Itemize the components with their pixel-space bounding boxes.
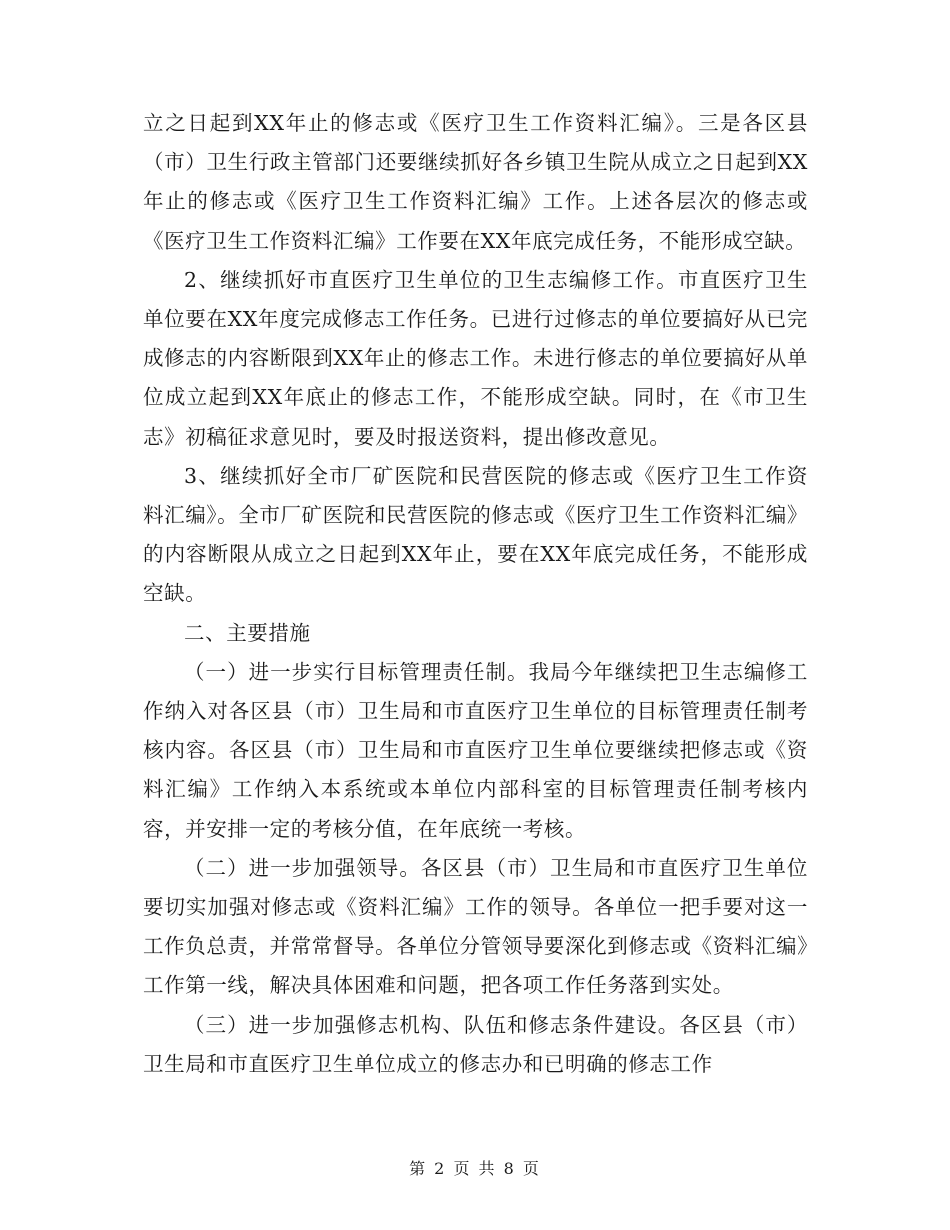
paragraph-continuation: 立之日起到XX年止的修志或《医疗卫生工作资料汇编》。三是各区县（市）卫生行政主管部门还要继续抓好各乡镇卫生院从成立之日起到XX年止的修志或《医疗卫生工作资料汇编》工作。上述各层次的修志或《医疗卫生工作资料汇编》工作要在XX年底完成任务，不能形成空缺。: [143, 111, 808, 253]
document-body: [143, 104, 808, 1084]
page-number-footer: 第 2 页 共 8 页: [409, 1159, 541, 1178]
section-heading-measures: 二、主要措施: [184, 620, 311, 645]
paragraph-item-2: 2、继续抓好市直医疗卫生单位的卫生志编修工作。市直医疗卫生单位要在XX年度完成修志工作任务。已进行过修志的单位要搞好从已完成修志的内容断限到XX年止的修志工作。未进行修志的单位要搞好从单位成立起到XX年底止的修志工作，不能形成空缺。同时，在《市卫生志》初稿征求意见时，要及时报送资料，提出修改意见。: [143, 267, 808, 449]
paragraph-measure-1: （一）进一步实行目标管理责任制。我局今年继续把卫生志编修工作纳入对各区县（市）卫生局和市直医疗卫生单位的目标管理责任制考核内容。各区县（市）卫生局和市直医疗卫生单位要继续把修志或《资料汇编》工作纳入本系统或本单位内部科室的目标管理责任制考核内容，并安排一定的考核分值，在年底统一考核。: [143, 659, 808, 841]
paragraph-measure-2: （二）进一步加强领导。各区县（市）卫生局和市直医疗卫生单位要切实加强对修志或《资料汇编》工作的领导。各单位一把手要对这一工作负总责，并常常督导。各单位分管领导要深化到修志或《资料汇编》工作第一线，解决具体困难和问题，把各项工作任务落到实处。: [143, 855, 808, 998]
paragraph-item-3: 3、继续抓好全市厂矿医院和民营医院的修志或《医疗卫生工作资料汇编》。全市厂矿医院和民营医院的修志或《医疗卫生工作资料汇编》的内容断限从成立之日起到XX年止，要在XX年底完成任务，不能形成空缺。: [143, 463, 808, 606]
paragraph-measure-3: （三）进一步加强修志机构、队伍和修志条件建设。各区县（市）卫生局和市直医疗卫生单位成立的修志办和已明确的修志工作: [143, 1012, 808, 1076]
